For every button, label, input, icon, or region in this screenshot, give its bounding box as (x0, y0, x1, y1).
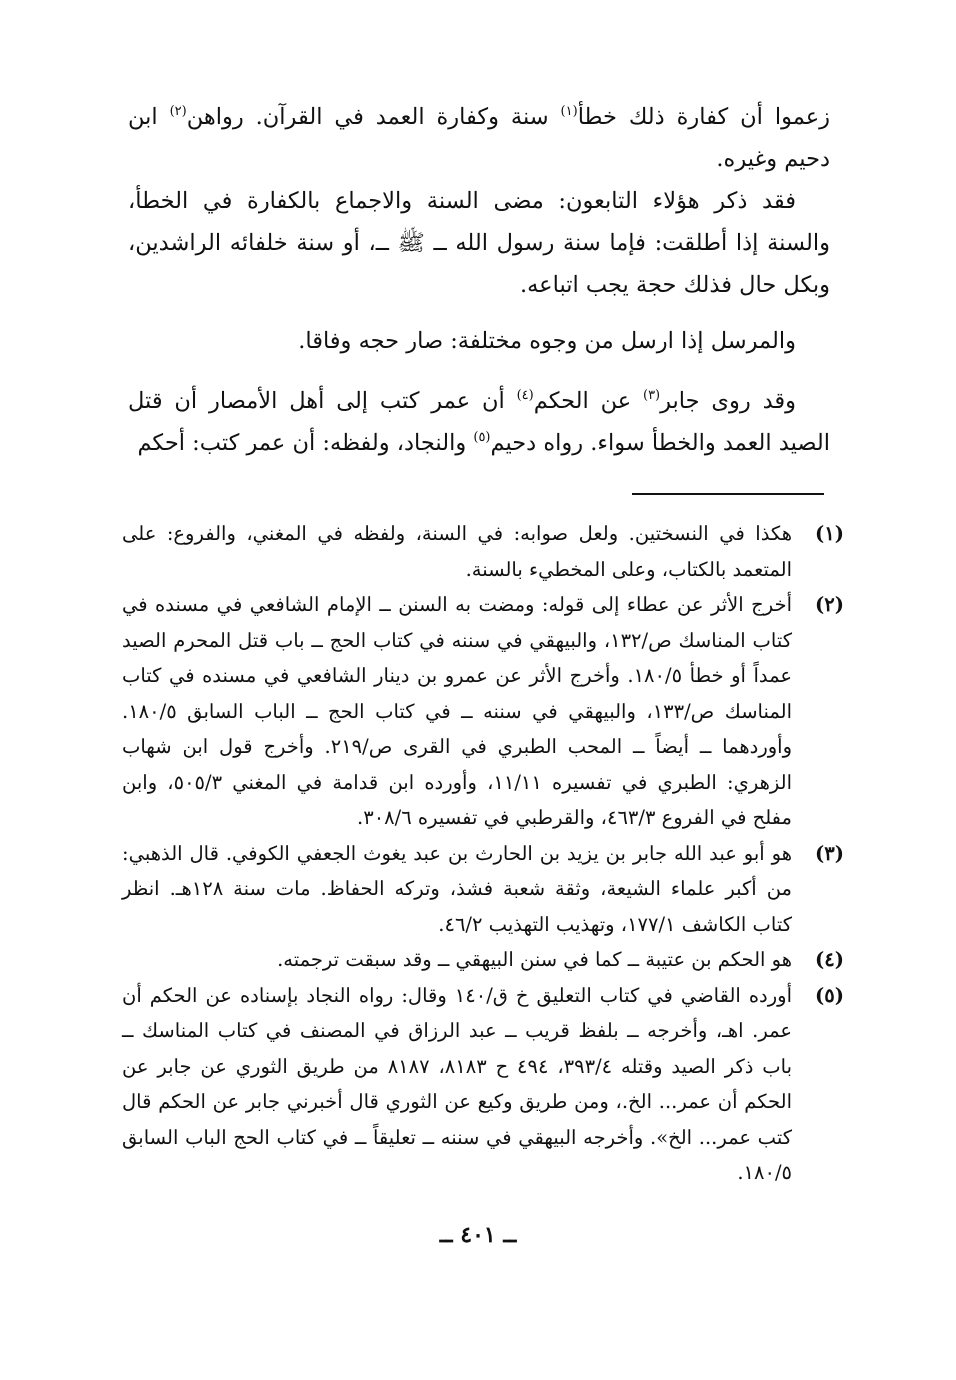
paragraph-1 (128, 96, 830, 180)
paragraph-1-part-1: زعموا أن كفارة ذلك خطأ (577, 104, 831, 130)
paragraph-1-part-2: سنة وكفارة العمد في القرآن. رواهن (186, 104, 561, 130)
footnote-number: (٣) (815, 841, 844, 865)
footnote-ref-3[interactable]: (٣) (642, 388, 661, 403)
footnote-divider (632, 493, 824, 495)
footnote-4 (122, 942, 844, 978)
footnote-text: أورده القاضي في كتاب التعليق خ ق/١٤٠ وقال: رواه النجاد بإسناده عن الحكم أن عمر. اهـ، وأخرجه ــ بلفظ قريب ــ عبد الرزاق في المصنف في كتاب المناسك ــ باب ذكر الصيد وقتله ٣٩٣/٤، ٤٩٤ ح ٨١٨٣، ٨١٨٧ من طريق الثوري عن جابر عن الحكم أن عمر... الخ.، ومن طريق وكيع عن الثوري قال أخبرني جابر عن الحكم قال كتب عمر... الخ». وأخرجه البيهقي في سننه ــ تعليقاً ــ في كتاب الحج الباب السابق ١٨٠/٥. (122, 983, 793, 1184)
footnote-ref-4[interactable]: (٤) (516, 388, 534, 403)
page-number: ــ ٤٠١ ــ (439, 1222, 517, 1248)
footnote-number: (٤) (815, 948, 844, 971)
footnote-number: (٥) (815, 983, 844, 1007)
paragraph-2: فقد ذكر هؤلاء التابعون: مضى السنة والاجماع بالكفارة في الخطأ، والسنة إذا أطلقت: فإما سنة رسول الله ــ ﷺ ــ، أو سنة خلفائه الراشدين، وبكل حال فذلك حجة يجب اتباعه. (128, 188, 830, 298)
paragraph-4-part-4: والنجاد، ولفظه: أن عمر كتب: أحكم (137, 430, 474, 456)
footnote-2 (122, 587, 844, 836)
footnotes-section (122, 516, 844, 1191)
paragraph-4-part-2: عن الحكم (533, 388, 643, 414)
paragraph-1-part-3: ابن دحيم وغيره. (128, 104, 830, 172)
footnote-3 (122, 836, 844, 943)
footnote-5 (122, 978, 844, 1191)
paragraph-4-part-3: أن عمر كتب إلى أهل الأمصار أن قتل الصيد العمد والخطأ سواء. رواه دحيم (128, 388, 830, 456)
paragraph-3: والمرسل إذا ارسل من وجوه مختلفة: صار حجه وفاقا. (298, 328, 796, 354)
footnote-text: هو الحكم بن عتيبة ــ كما في سنن البيهقي ــ وقد سبقت ترجمته. (277, 948, 792, 971)
paragraph-4-part-1: وقد روى جابر (660, 388, 796, 414)
footnote-text: هكذا في النسختين. ولعل صوابه: في السنة، ولفظه في المغني، والفروع: على المتعمد بالكتاب، وعلى المخطيء بالسنة. (122, 522, 792, 581)
footnote-ref-2[interactable]: (٢) (169, 104, 187, 119)
paragraph-4 (128, 380, 830, 464)
footnote-text: هو أبو عبد الله جابر بن يزيد بن الحارث بن عبد يغوث الجعفي الكوفي. قال الذهبي: من أكبر علماء الشيعة، وثقة شعبة فشذ، وتركه الحفاظ. مات سنة ١٢٨هـ. انظر كتاب الكاشف ١٧٧/١، وتهذيب التهذيب ٤٦/٢. (122, 841, 792, 936)
footnote-text: أخرج الأثر عن عطاء إلى قوله: ومضت به السنن ــ الإمام الشافعي في مسنده في كتاب المناسك ص/١٣٢، والبيهقي في سننه في كتاب الحج ــ باب قتل المحرم الصيد عمداً أو خطأ ١٨٠/٥. وأخرج الأثر عن عمرو بن دينار الشافعي في مسنده في كتاب المناسك ص/١٣٣، والبيهقي في سننه ــ في كتاب الحج ــ الباب السابق ١٨٠/٥. وأوردهما ــ أيضاً ــ المحب الطبري في القرى ص/٢١٩. وأخرج قول ابن شهاب الزهري: الطبري في تفسيره ١١/١١، وأورده ابن قدامة في المغني ٥٠٥/٣، وابن مفلح في الفروع ٤٦٣/٣، والقرطبي في تفسيره ٣٠٨/٦. (122, 593, 793, 829)
footnote-number: (١) (815, 522, 844, 545)
footnote-1 (122, 516, 844, 587)
main-text (128, 96, 830, 464)
footnote-ref-1[interactable]: (١) (560, 104, 578, 119)
footnote-number: (٢) (815, 593, 844, 616)
footnote-ref-5[interactable]: (٥) (473, 430, 491, 445)
